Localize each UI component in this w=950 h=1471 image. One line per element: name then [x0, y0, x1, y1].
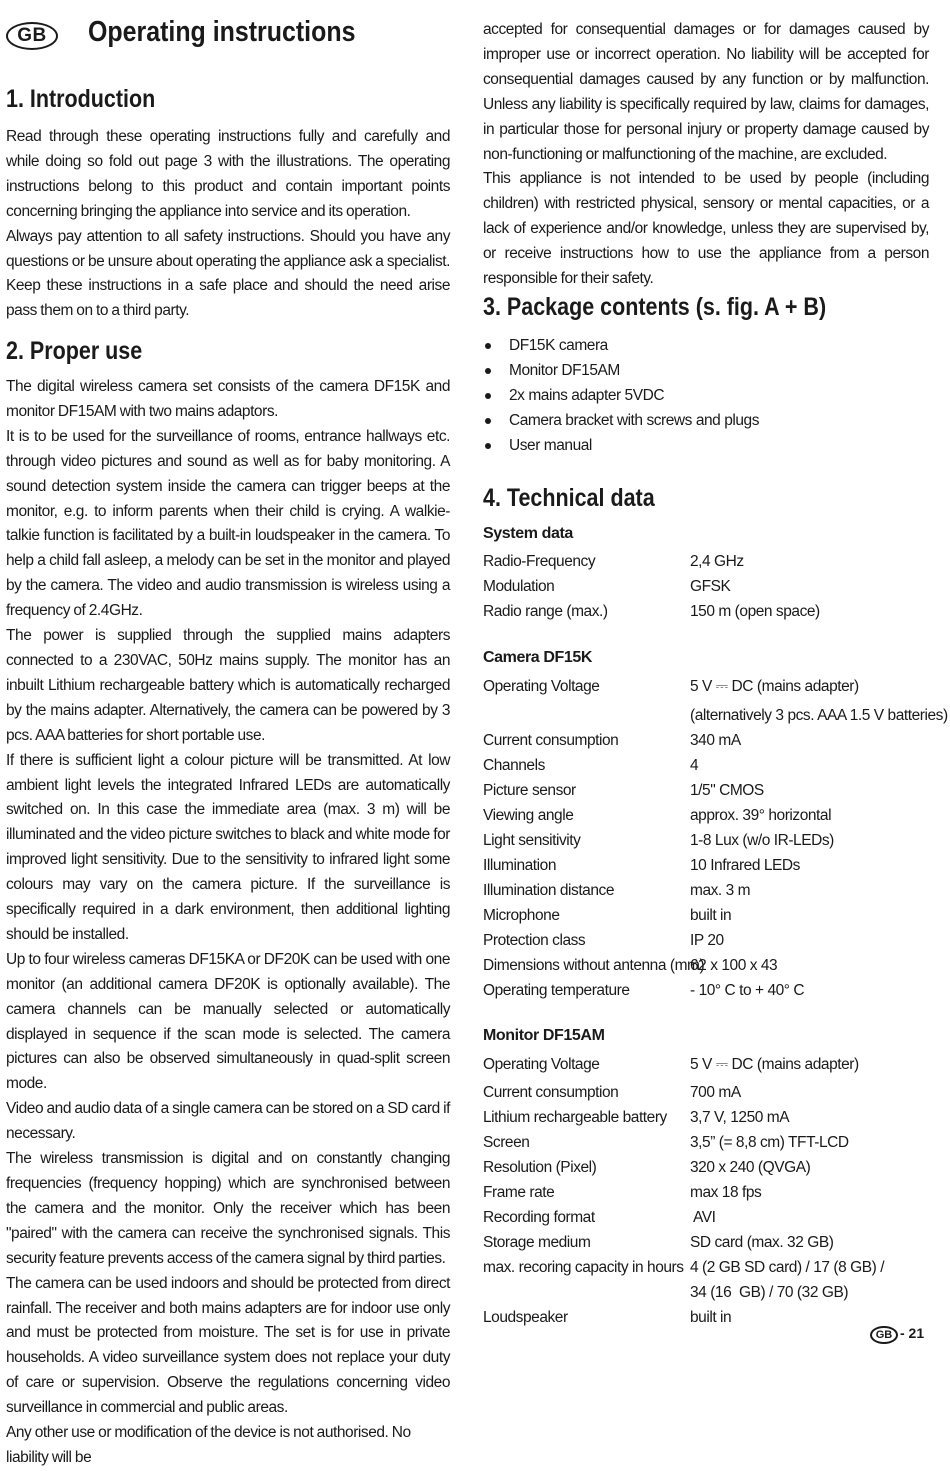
spec-row [483, 903, 929, 928]
spec-key: Illumination [483, 857, 557, 874]
spec-key: Current consumption [483, 732, 619, 749]
paragraph: The wireless transmission is digital and on constantly changing frequencies (frequency hopping) which are synchronised between the camera and the monitor. Only the receiver which has been "paired" with the camera can receive the synchronised signals. This security feature prevents access of the camera signal by third parties. [6, 1150, 450, 1267]
paragraph: Any other use or modification of the device is not authorised. No liability will be [6, 1424, 411, 1466]
spec-value: 1/5" CMOS [690, 782, 764, 799]
spec-row [483, 703, 948, 728]
spec-row [483, 828, 929, 853]
spec-value: 340 mA [690, 732, 741, 749]
spec-row [483, 574, 929, 599]
spec-row [483, 1180, 929, 1205]
spec-value: AVI [690, 1209, 716, 1226]
spec-key: Radio-Frequency [483, 553, 596, 570]
spec-row [483, 1205, 929, 1230]
paragraph: This appliance is not intended to be used by people (including children) with restricted physical, sensory or mental capacities, or a lack of experience and/or knowledge, unless they are supervised by, or receive instructions how to use the appliance from a person responsible for their safety. [483, 170, 929, 288]
proper-use-text [6, 375, 450, 1471]
paragraph: accepted for consequential damages or for damages caused by improper use or incorrect operation. No liability will be accepted for consequential damages caused by any function or by malfunction. Unless any liability is specifically required by law, claims for damages, in particular those for personal injury or property damage caused by non-functioning or malfunctioning of the machine, are excluded. [483, 21, 929, 163]
list-item: DF15K camera [483, 333, 929, 358]
spec-value: 3,5” (= 8,8 cm) TFT-LCD [690, 1134, 849, 1151]
spec-value: 3,7 V, 1250 mA [690, 1109, 790, 1126]
spec-row [483, 1155, 929, 1180]
paragraph: Up to four wireless cameras DF15KA or DF20K can be used with one monitor (an additional camera DF20K is optionally available). The camera channels can be manually selected or automatically displayed in sequence if the scan mode is selected. The camera pictures can also be observed simultaneously in quad-split screen mode. [6, 950, 450, 1093]
spec-key: Operating Voltage [483, 1056, 600, 1073]
spec-value: 320 x 240 (QVGA) [690, 1159, 811, 1176]
spec-value: approx. 39° horizontal [690, 807, 832, 824]
list-item: User manual [483, 433, 929, 458]
package-contents-list [483, 333, 929, 458]
language-badge: GB [6, 22, 58, 50]
page-title: Operating instructions [88, 16, 356, 48]
spec-row [483, 853, 929, 878]
spec-key: Illumination distance [483, 882, 614, 899]
paragraph: The power is supplied through the supplied mains adapters connected to a 230VAC, 50Hz mains supply. The monitor has an inbuilt Lithium rechargeable battery which is automatically recharged by the mains adapter. Alternatively, the camera can be powered by 3 pcs. AAA batteries for short portable use. [6, 627, 450, 744]
spec-key: Loudspeaker [483, 1309, 568, 1326]
paragraph: Read through these operating instructions fully and carefully and while doing so fold out page 3 with the illustrations. The operating instructions belong to this product and contain important points concerning bringing the appliance into service and its operation. [6, 128, 450, 220]
proper-use-continued-text [483, 18, 929, 292]
spec-key: Protection class [483, 932, 586, 949]
spec-value: built in [690, 1309, 732, 1326]
spec-row [483, 1105, 929, 1130]
spec-row [483, 928, 929, 953]
list-item: 2x mains adapter 5VDC [483, 383, 929, 408]
spec-value: 2,4 GHz [690, 553, 744, 570]
spec-value: 150 m (open space) [690, 603, 820, 620]
section-heading-introduction: 1. Introduction [6, 85, 156, 113]
spec-value: 62 x 100 x 43 [690, 957, 778, 974]
spec-group-title-monitor: Monitor DF15AM [483, 1027, 605, 1044]
introduction-text [6, 125, 450, 324]
spec-key: Operating temperature [483, 982, 630, 999]
spec-row [483, 1230, 929, 1255]
paragraph: Always pay attention to all safety instructions. Should you have any questions or be unsure about operating the appliance ask a specialist. Keep these instructions in a safe place and should the need arise pass them on to a third party. [6, 227, 450, 320]
spec-row [483, 1305, 929, 1330]
section-heading-proper-use: 2. Proper use [6, 337, 143, 365]
spec-value: - 10° C to + 40° C [690, 982, 805, 999]
spec-key: Channels [483, 757, 545, 774]
spec-key: Microphone [483, 907, 560, 924]
spec-key: Resolution (Pixel) [483, 1159, 597, 1176]
spec-group-title-camera: Camera DF15K [483, 649, 593, 666]
spec-row [483, 1130, 929, 1155]
section-heading-package-contents: 3. Package contents (s. fig. A + B) [483, 293, 827, 321]
spec-value: GFSK [690, 578, 731, 595]
spec-row [483, 599, 929, 624]
spec-key: Storage medium [483, 1234, 591, 1251]
spec-value: 4 (2 GB SD card) / 17 (8 GB) / [690, 1259, 885, 1276]
spec-value: 1-8 Lux (w/o IR-LEDs) [690, 832, 834, 849]
spec-row [483, 878, 929, 903]
spec-row [483, 728, 929, 753]
spec-row [483, 978, 929, 1003]
spec-value: 34 (16 GB) / 70 (32 GB) [690, 1284, 849, 1301]
spec-value: 5 V ⎓ DC (mains adapter) [690, 1056, 859, 1073]
paragraph: The camera can be used indoors and should be protected from direct rainfall. The receiver and both mains adapters are for indoor use only and must be protected from moisture. The set is for use in private households. A video surveillance system does not replace your duty of care or supervision. Observe the regulations concerning video surveillance in commercial and public areas. [6, 1274, 450, 1417]
spec-group-title-system: System data [483, 525, 573, 542]
spec-key: Dimensions without antenna (mm) [483, 957, 705, 974]
list-item: Monitor DF15AM [483, 358, 929, 383]
spec-value: 700 mA [690, 1084, 741, 1101]
spec-key: Frame rate [483, 1184, 555, 1201]
spec-value: 4 [690, 757, 699, 774]
spec-row [483, 1280, 929, 1305]
spec-key: Lithium rechargeable battery [483, 1109, 667, 1126]
spec-key: Modulation [483, 578, 555, 595]
spec-key: Current consumption [483, 1084, 619, 1101]
spec-key: Recording format [483, 1209, 595, 1226]
spec-key: Radio range (max.) [483, 603, 608, 620]
spec-value: max 18 fps [690, 1184, 762, 1201]
page-number: - 21 [900, 1325, 925, 1341]
spec-value: SD card (max. 32 GB) [690, 1234, 834, 1251]
spec-row [483, 953, 929, 978]
spec-row [483, 753, 929, 778]
spec-row [483, 674, 929, 699]
spec-key: Light sensitivity [483, 832, 581, 849]
section-heading-technical-data: 4. Technical data [483, 484, 655, 512]
spec-key: Viewing angle [483, 807, 574, 824]
spec-value: max. 3 m [690, 882, 751, 899]
spec-key: Picture sensor [483, 782, 576, 799]
spec-value: 5 V ⎓ DC (mains adapter) [690, 678, 859, 695]
list-item: Camera bracket with screws and plugs [483, 408, 929, 433]
paragraph: It is to be used for the surveillance of rooms, entrance hallways etc. through video pictures and sound as well as for baby monitoring. A sound detection system inside the camera can trigger beeps at the monitor, e.g. to inform parents when their child is crying. A walkie-talkie function is facilitated by a built-in loudspeaker in the camera. To help a child fall asleep, a melody can be set in the monitor and played by the camera. The video and audio transmission is wireless using a frequency of 2.4GHz. [6, 427, 450, 620]
spec-key: max. recoring capacity in hours [483, 1259, 684, 1276]
paragraph: Video and audio data of a single camera can be stored on a SD card if necessary. [6, 1100, 450, 1143]
spec-row [483, 803, 929, 828]
paragraph: The digital wireless camera set consists of the camera DF15K and monitor DF15AM with two mains adaptors. [6, 378, 450, 420]
spec-row [483, 1255, 929, 1280]
spec-value: 10 Infrared LEDs [690, 857, 800, 874]
spec-key: Screen [483, 1134, 530, 1151]
spec-value: IP 20 [690, 932, 724, 949]
spec-value: built in [690, 907, 732, 924]
spec-row [483, 1052, 929, 1077]
spec-row [483, 1080, 929, 1105]
spec-row [483, 778, 929, 803]
spec-key: Operating Voltage [483, 678, 600, 695]
footer-language-badge: GB [870, 1326, 898, 1344]
spec-row [483, 549, 929, 574]
spec-value: (alternatively 3 pcs. AAA 1.5 V batteries) [690, 707, 948, 724]
paragraph: If there is sufficient light a colour picture will be transmitted. At low ambient light levels the integrated Infrared LEDs are automatically switched on. In this case the immediate area (max. 3 m) will be illuminated and the video picture switches to black and white mode for improved light sensitivity. Due to the sensitivity to infrared light some colours may vary on the camera picture. If the surveillance is specifically required in a dark environment, then additional lighting should be installed. [6, 751, 450, 943]
